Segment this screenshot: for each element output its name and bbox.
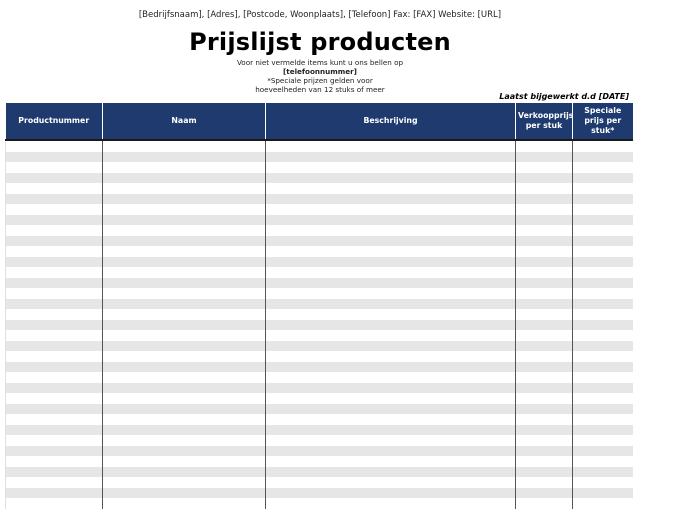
table-cell[interactable] [573,152,633,163]
table-cell[interactable] [6,404,103,415]
table-cell[interactable] [103,257,266,268]
table-cell[interactable] [516,267,573,278]
table-cell[interactable] [6,309,103,320]
contact-note [0,58,640,76]
table-cell[interactable] [103,288,266,299]
table-cell[interactable] [573,267,633,278]
table-row [6,425,633,436]
table-cell[interactable] [103,404,266,415]
table-cell[interactable] [103,140,266,152]
table-cell[interactable] [266,246,516,257]
table-cell[interactable] [6,498,103,509]
table-cell[interactable] [266,173,516,184]
table-cell[interactable] [573,225,633,236]
table-cell[interactable] [516,404,573,415]
table-row [6,257,633,268]
table-cell[interactable] [103,456,266,467]
table-cell[interactable] [516,162,573,173]
table-cell[interactable] [573,288,633,299]
table-cell[interactable] [6,215,103,226]
table-cell[interactable] [573,330,633,341]
table-cell[interactable] [103,351,266,362]
last-updated-label: Laatst bijgewerkt d.d [DATE] [499,92,629,101]
table-cell[interactable] [103,162,266,173]
table-row [6,236,633,247]
table-cell[interactable] [516,372,573,383]
table-cell[interactable] [6,236,103,247]
contact-phone: [telefoonnummer] [283,67,357,76]
table-cell[interactable] [266,372,516,383]
table-cell[interactable] [573,414,633,425]
table-cell[interactable] [6,414,103,425]
table-cell[interactable] [516,236,573,247]
table-cell[interactable] [516,477,573,488]
table-cell[interactable] [266,204,516,215]
page-title: Prijslijst producten [189,28,451,56]
table-cell[interactable] [103,267,266,278]
table-cell[interactable] [266,467,516,478]
table-row [6,173,633,184]
table-cell[interactable] [516,341,573,352]
table-cell[interactable] [103,446,266,457]
table-cell[interactable] [266,236,516,247]
table-cell[interactable] [266,404,516,415]
table-cell[interactable] [6,467,103,478]
table-cell[interactable] [6,162,103,173]
table-row [6,194,633,205]
table-cell[interactable] [6,257,103,268]
table-cell[interactable] [516,351,573,362]
table-row [6,467,633,478]
table-cell[interactable] [103,194,266,205]
table-cell[interactable] [103,330,266,341]
table-cell[interactable] [103,278,266,289]
table-cell[interactable] [6,372,103,383]
table-row [6,288,633,299]
table-cell[interactable] [103,299,266,310]
table-cell[interactable] [103,173,266,184]
table-cell[interactable] [6,435,103,446]
table-cell[interactable] [6,362,103,373]
table-cell[interactable] [266,435,516,446]
table-cell[interactable] [516,278,573,289]
table-cell[interactable] [6,330,103,341]
table-row [6,267,633,278]
table-cell[interactable] [6,456,103,467]
table-cell[interactable] [516,362,573,373]
table-row [6,488,633,499]
table-cell[interactable] [6,351,103,362]
table-cell[interactable] [573,215,633,226]
table-cell[interactable] [516,288,573,299]
table-cell[interactable] [103,341,266,352]
table-cell[interactable] [6,267,103,278]
special-note-line-1: *Speciale prijzen gelden voor [267,76,373,85]
table-cell[interactable] [266,498,516,509]
table-cell[interactable] [266,456,516,467]
table-cell[interactable] [516,425,573,436]
table-cell[interactable] [103,383,266,394]
special-note-line-2: hoeveelheden van 12 stuks of meer [255,85,385,94]
table-cell[interactable] [6,383,103,394]
table-cell[interactable] [573,246,633,257]
table-cell[interactable] [573,477,633,488]
table-row [6,246,633,257]
table-cell[interactable] [266,477,516,488]
table-row [6,372,633,383]
table-row [6,152,633,163]
table-cell[interactable] [516,488,573,499]
table-cell[interactable] [266,140,516,152]
column-header-beschrijving: Beschrijving [266,103,516,140]
table-row [6,414,633,425]
table-cell[interactable] [573,351,633,362]
table-row [6,341,633,352]
table-cell[interactable] [573,341,633,352]
table-cell[interactable] [573,446,633,457]
price-table [5,103,633,509]
table-row [6,498,633,509]
table-row [6,299,633,310]
table-cell[interactable] [516,215,573,226]
table-cell[interactable] [266,414,516,425]
table-cell[interactable] [573,204,633,215]
table-cell[interactable] [266,215,516,226]
table-cell[interactable] [516,194,573,205]
table-cell[interactable] [573,425,633,436]
table-cell[interactable] [6,425,103,436]
price-table-container [5,103,633,509]
table-cell[interactable] [103,393,266,404]
table-cell[interactable] [103,236,266,247]
table-cell[interactable] [573,404,633,415]
table-row [6,162,633,173]
table-cell[interactable] [516,498,573,509]
table-cell[interactable] [266,362,516,373]
table-cell[interactable] [573,140,633,152]
table-cell[interactable] [516,183,573,194]
table-row [6,383,633,394]
table-row [6,330,633,341]
table-cell[interactable] [266,446,516,457]
table-cell[interactable] [6,140,103,152]
table-cell[interactable] [266,330,516,341]
table-cell[interactable] [573,162,633,173]
table-row [6,404,633,415]
table-cell[interactable] [573,362,633,373]
table-cell[interactable] [6,488,103,499]
table-cell[interactable] [516,309,573,320]
table-cell[interactable] [516,140,573,152]
table-cell[interactable] [103,414,266,425]
table-row [6,435,633,446]
table-cell[interactable] [103,488,266,499]
table-cell[interactable] [103,425,266,436]
table-cell[interactable] [266,183,516,194]
table-cell[interactable] [516,446,573,457]
contact-text: Voor niet vermelde items kunt u ons bellen op [236,58,404,67]
table-cell[interactable] [573,257,633,268]
table-cell[interactable] [573,236,633,247]
table-cell[interactable] [266,288,516,299]
table-cell[interactable] [266,194,516,205]
table-cell[interactable] [266,351,516,362]
table-cell[interactable] [103,435,266,446]
table-cell[interactable] [6,152,103,163]
table-cell[interactable] [573,393,633,404]
table-cell[interactable] [103,309,266,320]
table-cell[interactable] [103,204,266,215]
table-cell[interactable] [573,309,633,320]
table-cell[interactable] [266,383,516,394]
table-cell[interactable] [266,341,516,352]
table-cell[interactable] [6,173,103,184]
column-header-productnummer: Productnummer [6,103,103,140]
table-cell[interactable] [266,299,516,310]
table-cell[interactable] [6,204,103,215]
column-header-naam: Naam [103,103,266,140]
table-body [6,140,633,509]
table-cell[interactable] [103,372,266,383]
table-row [6,204,633,215]
table-cell[interactable] [6,288,103,299]
table-cell[interactable] [516,456,573,467]
table-row [6,456,633,467]
table-row [6,393,633,404]
table-cell[interactable] [516,299,573,310]
table-cell[interactable] [266,162,516,173]
table-cell[interactable] [573,435,633,446]
column-header-verkoopprijs: Verkoopprijs per stuk [516,103,573,140]
table-row [6,320,633,331]
table-cell[interactable] [266,152,516,163]
table-cell[interactable] [516,414,573,425]
table-cell[interactable] [6,278,103,289]
table-cell[interactable] [103,320,266,331]
table-cell[interactable] [516,204,573,215]
table-cell[interactable] [6,225,103,236]
table-cell[interactable] [573,498,633,509]
table-cell[interactable] [6,299,103,310]
table-cell[interactable] [516,257,573,268]
table-cell[interactable] [266,278,516,289]
table-cell[interactable] [266,309,516,320]
table-cell[interactable] [103,183,266,194]
table-cell[interactable] [103,498,266,509]
table-cell[interactable] [573,372,633,383]
table-cell[interactable] [266,257,516,268]
table-row [6,362,633,373]
table-cell[interactable] [573,383,633,394]
table-row [6,215,633,226]
table-cell[interactable] [103,362,266,373]
table-cell[interactable] [103,225,266,236]
table-cell[interactable] [6,477,103,488]
table-cell[interactable] [573,194,633,205]
table-row [6,351,633,362]
table-cell[interactable] [6,194,103,205]
table-cell[interactable] [516,320,573,331]
table-cell[interactable] [573,173,633,184]
table-cell[interactable] [103,467,266,478]
table-row [6,309,633,320]
table-cell[interactable] [6,246,103,257]
table-cell[interactable] [573,183,633,194]
table-cell[interactable] [516,435,573,446]
table-cell[interactable] [573,278,633,289]
table-cell[interactable] [516,393,573,404]
table-row [6,477,633,488]
table-cell[interactable] [6,320,103,331]
table-row [6,278,633,289]
table-header-row [6,103,633,140]
table-cell[interactable] [6,183,103,194]
table-row [6,446,633,457]
table-cell[interactable] [573,467,633,478]
table-row [6,140,633,152]
table-cell[interactable] [266,425,516,436]
table-cell[interactable] [573,488,633,499]
table-cell[interactable] [6,446,103,457]
table-cell[interactable] [266,320,516,331]
table-cell[interactable] [516,173,573,184]
table-cell[interactable] [516,246,573,257]
table-cell[interactable] [266,225,516,236]
table-cell[interactable] [516,225,573,236]
table-row [6,225,633,236]
table-cell[interactable] [516,152,573,163]
table-row [6,183,633,194]
table-cell[interactable] [103,215,266,226]
table-cell[interactable] [266,488,516,499]
table-cell[interactable] [516,467,573,478]
table-cell[interactable] [573,320,633,331]
table-cell[interactable] [6,393,103,404]
table-cell[interactable] [516,330,573,341]
table-cell[interactable] [6,341,103,352]
table-cell[interactable] [103,152,266,163]
table-cell[interactable] [516,383,573,394]
table-cell[interactable] [266,267,516,278]
table-cell[interactable] [573,299,633,310]
table-cell[interactable] [103,477,266,488]
table-cell[interactable] [573,456,633,467]
table-cell[interactable] [266,393,516,404]
table-cell[interactable] [103,246,266,257]
company-info-line: [Bedrijfsnaam], [Adres], [Postcode, Woonplaats], [Telefoon] Fax: [FAX] Website: [URL] [138,10,502,20]
column-header-speciale-prijs: Speciale prijs per stuk* [573,103,633,140]
